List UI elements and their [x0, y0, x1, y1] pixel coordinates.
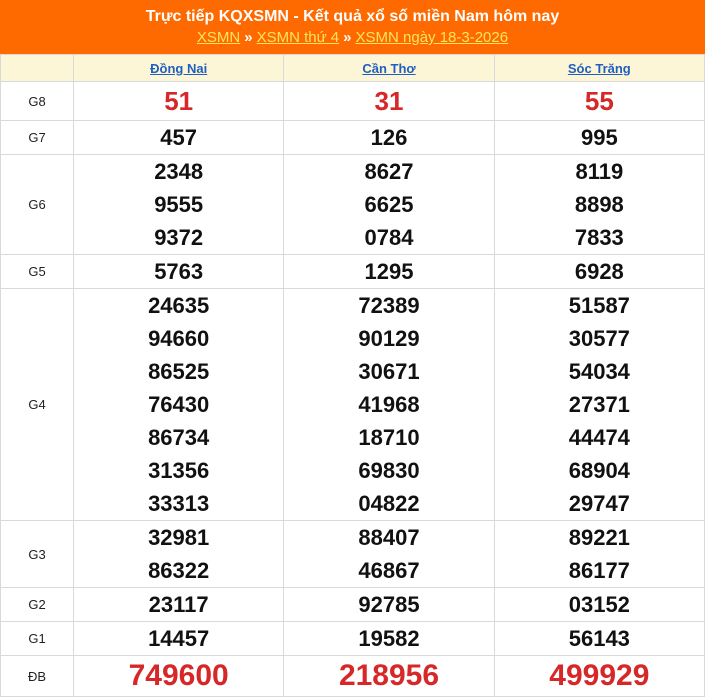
prize-cell: [284, 255, 494, 289]
prize-number: 8898: [574, 192, 624, 217]
prize-label: G1: [1, 622, 74, 656]
prize-number: 749600: [128, 659, 229, 692]
results-body: [1, 82, 705, 697]
prize-cell: [494, 521, 704, 588]
prize-number: 126: [370, 125, 408, 150]
prize-number: 30577: [568, 326, 630, 351]
prize-row-đb: [1, 656, 705, 697]
prize-number: 86525: [148, 359, 210, 384]
prize-label: G3: [1, 521, 74, 588]
prize-number: 19582: [358, 626, 420, 651]
prize-number: 7833: [574, 225, 624, 250]
prize-label: ĐB: [1, 656, 74, 697]
prize-number: 9372: [154, 225, 204, 250]
prize-number: 457: [160, 125, 198, 150]
prize-cell: [74, 255, 284, 289]
prize-number: 31356: [148, 458, 210, 483]
province-link-can-tho[interactable]: Cần Thơ: [362, 60, 416, 76]
prize-cell: [494, 82, 704, 121]
prize-label: G2: [1, 588, 74, 622]
prize-cell: [494, 588, 704, 622]
prize-cell: [284, 121, 494, 155]
prize-number: 27371: [568, 392, 630, 417]
prize-number: 76430: [148, 392, 210, 417]
page-title: Trực tiếp KQXSMN - Kết quả xổ số miền Nam hôm nay: [145, 8, 560, 25]
prize-number: 995: [580, 125, 618, 150]
prize-cell: [74, 289, 284, 521]
prize-cell: [494, 121, 704, 155]
prize-number: 86322: [148, 558, 210, 583]
prize-number: 44474: [568, 425, 630, 450]
prize-number: 54034: [568, 359, 630, 384]
results-table: [0, 54, 705, 697]
prize-row-g4: [1, 289, 705, 521]
prize-number: 88407: [358, 525, 420, 550]
breadcrumb-separator: »: [343, 29, 352, 46]
prize-cell: [284, 521, 494, 588]
results-header: [0, 0, 705, 54]
prize-number: 04822: [358, 491, 420, 516]
prize-number: 31: [374, 86, 404, 116]
province-header: [284, 55, 494, 82]
prize-number: 69830: [358, 458, 420, 483]
prize-cell: [494, 656, 704, 697]
prize-cell: [74, 82, 284, 121]
breadcrumb-weekday-link[interactable]: XSMN thứ 4: [256, 29, 340, 46]
prize-number: 499929: [549, 659, 650, 692]
prize-number: 23117: [148, 592, 209, 617]
prize-cell: [74, 588, 284, 622]
province-link-dong-nai[interactable]: Đồng Nai: [150, 60, 208, 76]
prize-number: 29747: [568, 491, 630, 516]
prize-row-g6: [1, 155, 705, 255]
prize-number: 46867: [358, 558, 420, 583]
prize-number: 24635: [148, 293, 210, 318]
prize-number: 86734: [148, 425, 210, 450]
prize-number: 9555: [154, 192, 204, 217]
prize-number: 8119: [575, 159, 624, 184]
prize-cell: [284, 82, 494, 121]
prize-number: 2348: [154, 159, 204, 184]
prize-cell: [494, 155, 704, 255]
prize-number: 218956: [338, 659, 440, 692]
prize-number: 86177: [568, 558, 630, 583]
province-header: [74, 55, 284, 82]
prize-number: 68904: [568, 458, 630, 483]
prize-number: 30671: [358, 359, 420, 384]
prize-label: G5: [1, 255, 74, 289]
prize-number: 33313: [148, 491, 210, 516]
prize-cell: [284, 155, 494, 255]
prize-row-g3: [1, 521, 705, 588]
prize-number: 6928: [574, 259, 624, 284]
prize-number: 6625: [364, 192, 414, 217]
prize-cell: [494, 289, 704, 521]
prize-number: 92785: [358, 592, 420, 617]
prize-row-g8: [1, 82, 705, 121]
prize-number: 5763: [154, 259, 204, 284]
corner-cell: [1, 55, 74, 82]
prize-number: 41968: [358, 392, 420, 417]
prize-label: G6: [1, 155, 74, 255]
prize-number: 94660: [148, 326, 210, 351]
prize-cell: [494, 255, 704, 289]
prize-cell: [284, 656, 494, 697]
prize-cell: [284, 622, 494, 656]
prize-number: 14457: [148, 626, 210, 651]
province-header: [494, 55, 704, 82]
prize-number: 72389: [358, 293, 420, 318]
prize-number: 03152: [568, 592, 630, 617]
breadcrumb-separator: »: [244, 29, 253, 46]
prize-number: 55: [584, 86, 614, 116]
prize-number: 90129: [358, 326, 420, 351]
prize-label: G7: [1, 121, 74, 155]
prize-cell: [284, 289, 494, 521]
prize-cell: [74, 121, 284, 155]
prize-number: 89221: [568, 525, 630, 550]
prize-cell: [74, 521, 284, 588]
prize-row-g5: [1, 255, 705, 289]
province-link-soc-trang[interactable]: Sóc Trăng: [567, 60, 631, 76]
breadcrumb-xsmn-link[interactable]: XSMN: [196, 29, 241, 46]
prize-cell: [284, 588, 494, 622]
prize-number: 18710: [358, 425, 420, 450]
prize-row-g1: [1, 622, 705, 656]
prize-row-g7: [1, 121, 705, 155]
prize-number: 51: [164, 86, 194, 116]
prize-cell: [74, 155, 284, 255]
prize-number: 1295: [364, 259, 414, 284]
province-header-row: [1, 55, 705, 82]
breadcrumb-date-link[interactable]: XSMN ngày 18-3-2026: [355, 29, 509, 46]
prize-cell: [494, 622, 704, 656]
prize-number: 56143: [568, 626, 630, 651]
prize-label: G8: [1, 82, 74, 121]
prize-row-g2: [1, 588, 705, 622]
prize-number: 8627: [364, 159, 414, 184]
prize-cell: [74, 656, 284, 697]
prize-number: 32981: [148, 525, 210, 550]
prize-number: 0784: [364, 225, 414, 250]
prize-label: G4: [1, 289, 74, 521]
prize-cell: [74, 622, 284, 656]
breadcrumb: [0, 28, 705, 48]
prize-number: 51587: [568, 293, 630, 318]
